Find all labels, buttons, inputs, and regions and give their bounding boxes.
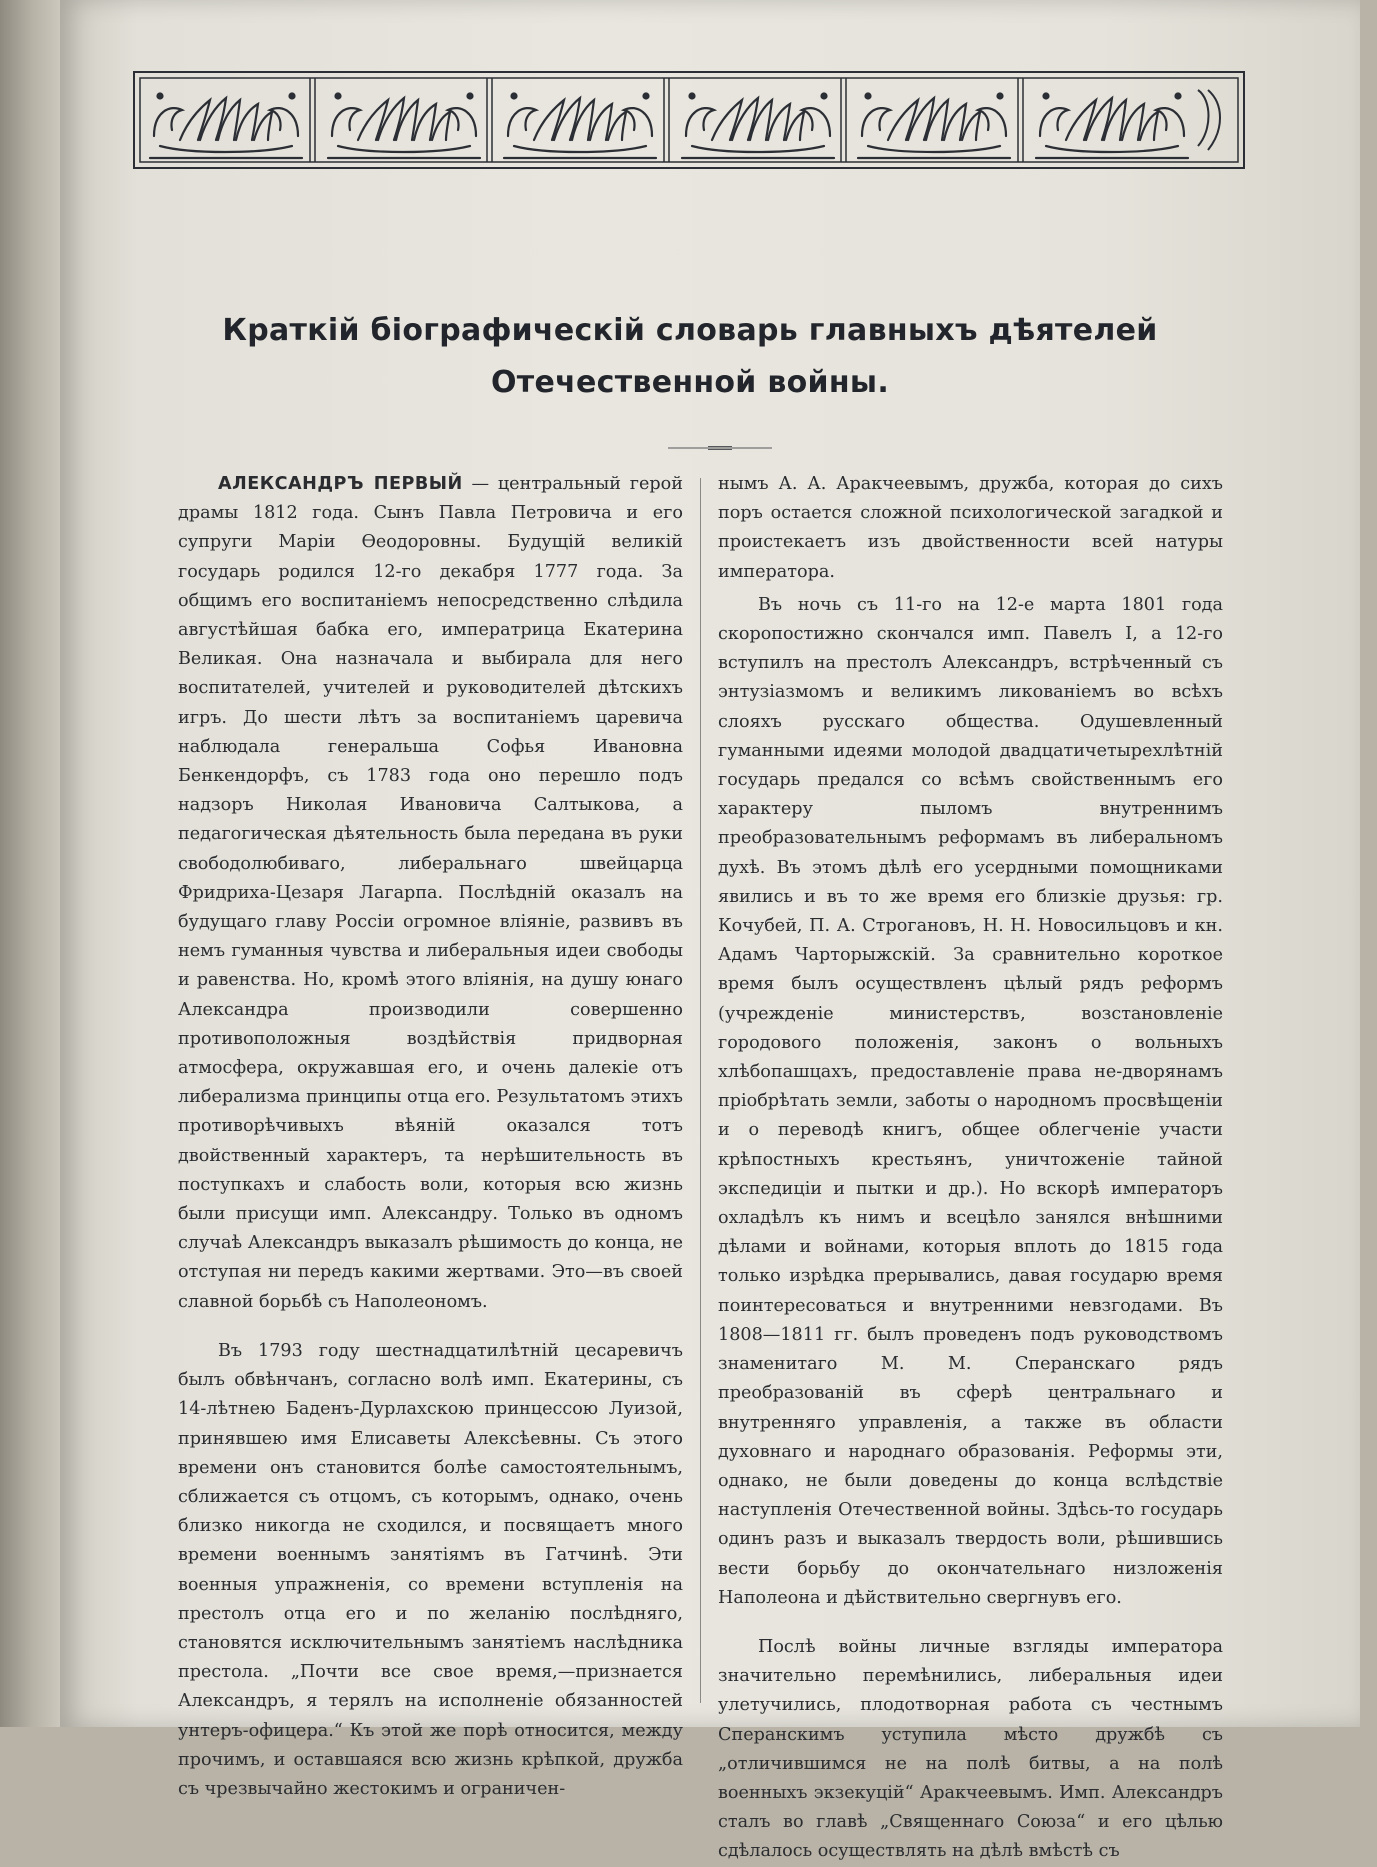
column-divider-rule — [700, 478, 701, 1703]
paragraph — [178, 470, 683, 1317]
paragraph: Послѣ войны личные взгляды императора значительно перемѣнились, либеральныя идеи улетучились, плодотворная работа съ честнымъ Сперанскимъ уступила мѣсто дружбѣ съ „отличившимся не на полѣ битвы, а на полѣ военныхъ экзекуцій“ Аракчеевымъ. Имп. Александръ сталъ во главѣ „Священнаго Союза“ и его цѣлью сдѣлалось осуществлять на дѣлѣ вмѣстѣ съ — [718, 1636, 1223, 1862]
page-title-line-1: Краткій біографическій словарь главныхъ дѣятелей — [222, 313, 1158, 348]
entry-name: АЛЕКСАНДРЪ ПЕРВЫЙ — [218, 474, 463, 494]
paragraph: Въ 1793 году шестнадцатилѣтній цесаревичъ былъ обвѣнчанъ, согласно волѣ имп. Екатерины, съ 14-лѣтнею Баденъ-Дурлахскою принцессою Луизой, принявшею имя Елисаветы Алексѣевны. Съ этого времени онъ становится болѣе самостоятельнымъ, сближается съ отцомъ, съ которымъ, однако, очень близко никогда не сходился, и посвящаетъ много времени военнымъ занятіямъ въ Гатчинѣ. Эти военныя упражненія, со времени вступленія на престолъ отца его и по желанію послѣдняго, становятся исключительнымъ занятіемъ наслѣдника престола. „Почти все свое время,—признается Александръ, я терялъ на исполненіе обязанностей унтеръ-офицера.“ Къ этой же порѣ относится, между прочимъ, и оставшаяся всю жизнь крѣпкой, дружба съ чрезвычайно жестокимъ и ограничен- — [178, 1340, 683, 1799]
title-divider-ornament — [668, 445, 772, 451]
article-column-right — [718, 470, 1223, 1867]
article-column-left — [178, 470, 683, 1804]
page-title — [140, 305, 1240, 409]
ornamental-header-border — [132, 70, 1246, 170]
page-title-line-2: Отечественной войны. — [490, 365, 890, 400]
paragraph: Въ ночь съ 11-го на 12-е марта 1801 года скоропостижно скончался имп. Павелъ I, а 12-го вступилъ на престолъ Александръ, встрѣченный съ энтузіазмомъ и великимъ ликованіемъ во всѣхъ слояхъ русскаго общества. Одушевленный гуманными идеями молодой двадцатичетырехлѣтній государь предался со всѣмъ свойственнымъ его характеру пыломъ внутреннимъ преобразовательнымъ реформамъ въ либеральномъ духѣ. Въ этомъ дѣлѣ его усердными помощниками явились и въ то же время его близкіе друзья: гр. Кочубей, П. А. Строгановъ, Н. Н. Новосильцовъ и кн. Адамъ Чарторыжскій. За сравнительно короткое время былъ осуществленъ цѣлый рядъ реформъ (учрежденіе министерствъ, возстановленіе городового положенія, законъ о вольныхъ хлѣбопашцахъ, предоставленіе права не-дворянамъ пріобрѣтать земли, заботы о народномъ просвѣщеніи и о переводѣ книгъ, общее облегченіе участи крѣпостныхъ крестьянъ, уничтоженіе тайной экспедиціи и пытки и др.). Но вскорѣ императоръ охладѣлъ къ нимъ и всецѣло занялся внѣшними дѣлами и войнами, которыя вплоть до 1815 года только изрѣдка прерывались, давая государю время поинтересоваться и внутренними невзгодами. Въ 1808—1811 гг. былъ проведенъ подъ руководствомъ знаменитаго М. М. Сперанскаго рядъ преобразованій въ сферѣ центральнаго и внутренняго управленія, а также въ области духовнаго и народнаго образованія. Реформы эти, однако, не были доведены до конца вслѣдствіе наступленія Отечественной войны. Здѣсь-то государь одинъ разъ и выказалъ твердость воли, рѣшившись вести борьбу до окончательнаго низложенія Наполеона и дѣйствительно свергнувъ его. — [718, 594, 1223, 1608]
paragraph-text: — центральный герой драмы 1812 года. Сынъ Павла Петровича и его супруги Маріи Ѳеодоровны. Будущій великій государь родился 12-го декабря 1777 года. За общимъ его воспитаніемъ непосредственно слѣдила августѣйшая бабка его, императрица Екатерина Великая. Она назначала и выбирала для него воспитателей, учителей и руководителей дѣтскихъ игръ. До шести лѣтъ за воспитаніемъ царевича наблюдала генеральша Софья Ивановна Бенкендорфъ, съ 1783 года оно перешло подъ надзоръ Николая Ивановича Салтыкова, а педагогическая дѣятельность была передана въ руки свободолюбиваго, либеральнаго швейцарца Фридриха-Цезаря Лагарпа. Послѣдній оказалъ на будущаго главу Россіи огромное вліяніе, развивъ въ немъ гуманныя чувства и либеральныя идеи свободы и равенства. Но, кромѣ этого вліянія, на душу юнаго Александра производили совершенно противоположныя воздѣйствія придворная атмосфера, окружавшая его, и очень далекіе отъ либерализма принципы отца его. Результатомъ этихъ противорѣчивыхъ вѣяній оказался тотъ двойственный характеръ, та нерѣшительность въ поступкахъ и слабость воли, которыя всю жизнь были присущи имп. Александру. Только въ одномъ случаѣ Александръ выказалъ рѣшимость до конца, не отступая ни передъ какими жертвами. Это—въ своей славной борьбѣ съ Наполеономъ. — [178, 474, 683, 1312]
paragraph: нымъ А. А. Аракчеевымъ, дружба, которая до сихъ поръ остается сложной психологической загадкой и проистекаетъ изъ двойственности всей натуры императора. — [718, 474, 1223, 582]
